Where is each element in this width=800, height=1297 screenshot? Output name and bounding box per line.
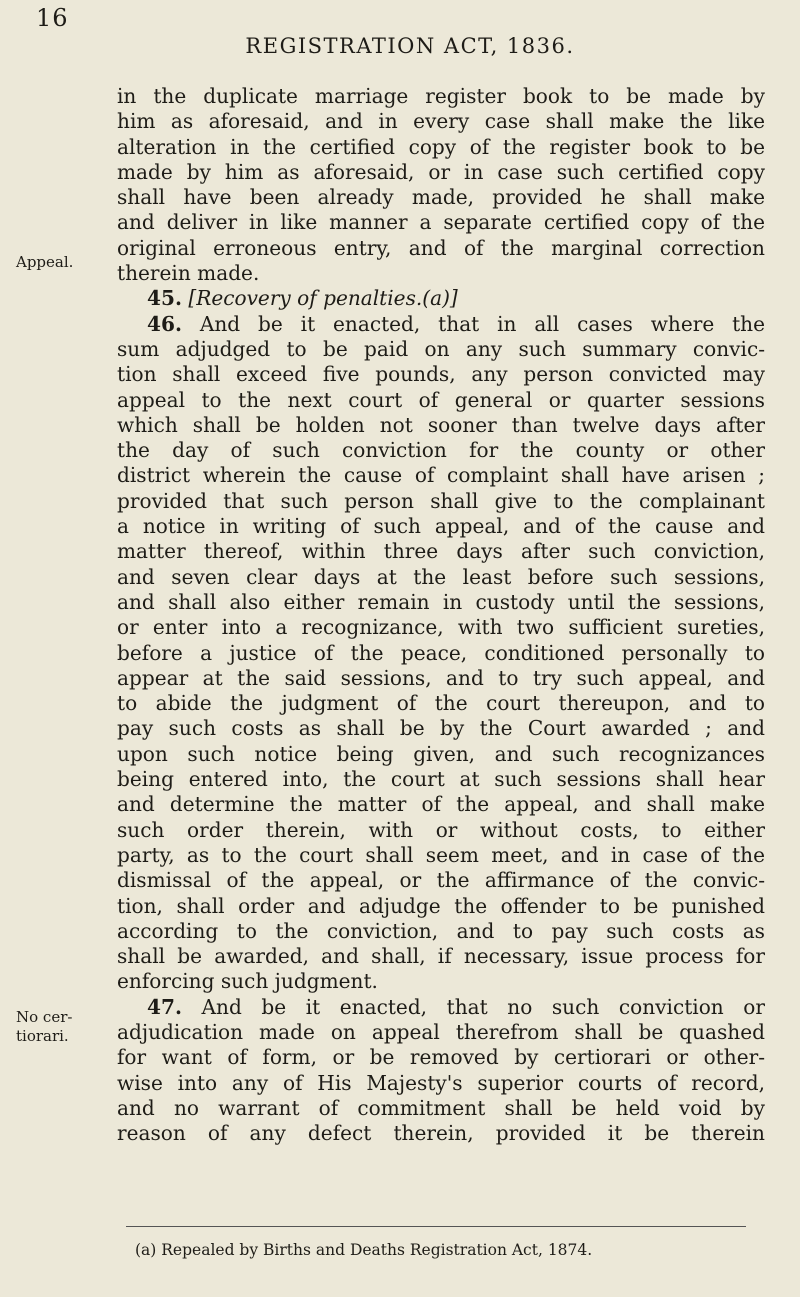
section-45-number: 45. xyxy=(147,286,182,311)
text-line: which shall be holden not sooner than twelve days after xyxy=(117,412,765,437)
text-line: And be it enacted, that in all cases where the xyxy=(199,311,765,336)
text-line: and shall also either remain in custody until the sessions, xyxy=(117,589,765,614)
text-line: provided that such person shall give to the complainant xyxy=(117,488,765,513)
text-line: party, as to the court shall seem meet, and in case of the xyxy=(117,842,765,867)
section-45-heading: [Recovery of penalties.(a)] xyxy=(188,286,458,311)
text-line: a notice in writing of such appeal, and of the cause and xyxy=(117,514,765,539)
text-line: and determine the matter of the appeal, and shall make xyxy=(117,792,765,817)
text-line: shall have been already made, provided he shall make xyxy=(117,185,765,210)
text-line: for want of form, or be removed by certiorari or other- xyxy=(117,1045,765,1070)
text-line: in the duplicate marriage register book to be made by xyxy=(117,84,765,108)
text-line: appear at the said sessions, and to try such appeal, and xyxy=(117,665,765,690)
text-line: and seven clear days at the least before such sessions, xyxy=(117,564,765,589)
text-line: being entered into, the court at such sessions shall hear xyxy=(117,767,765,792)
text-line: enforcing such judgment. xyxy=(117,969,378,994)
text-line: and deliver in like manner a separate certified copy of the xyxy=(117,210,765,235)
text-line: dismissal of the appeal, or the affirmance of the convic- xyxy=(117,868,765,893)
text-line: tion, shall order and adjudge the offender to be punished xyxy=(117,893,765,918)
text-line: wise into any of His Majesty's superior courts of record, xyxy=(117,1070,765,1095)
section-46-line xyxy=(117,312,765,337)
text-line: district wherein the cause of complaint shall have arisen ; xyxy=(117,463,765,488)
text-line: upon such notice being given, and such recognizances xyxy=(117,741,765,766)
text-line: matter thereof, within three days after such conviction, xyxy=(117,539,765,564)
text-line: And be it enacted, that no such conviction or xyxy=(201,994,765,1019)
running-title: REGISTRATION ACT, 1836. xyxy=(245,34,575,58)
footnote-divider xyxy=(126,1226,746,1227)
section-47-number: 47. xyxy=(147,994,182,1019)
text-line: made by him as aforesaid, or in case such certified copy xyxy=(117,159,765,184)
text-line: him as aforesaid, and in every case shall make the like xyxy=(117,109,765,134)
text-line: original erroneous entry, and of the marginal correction xyxy=(117,235,765,260)
text-line: such order therein, with or without costs, to either xyxy=(117,817,765,842)
body-text xyxy=(117,84,765,1146)
text-line: tion shall exceed five pounds, any person convicted may xyxy=(117,362,765,387)
section-47-line xyxy=(117,995,765,1020)
text-line: alteration in the certified copy of the register book to be xyxy=(117,134,765,159)
text-line: adjudication made on appeal therefrom shall be quashed xyxy=(117,1019,765,1044)
margin-note-no-certiorari-line1: No cer- xyxy=(16,1008,73,1026)
text-line: reason of any defect therein, provided it be therein xyxy=(117,1121,765,1146)
page-number: 16 xyxy=(36,4,69,32)
text-line: shall be awarded, and shall, if necessary, issue process for xyxy=(117,944,765,969)
text-line: and no warrant of commitment shall be held void by xyxy=(117,1095,765,1120)
text-line: according to the conviction, and to pay such costs as xyxy=(117,918,765,943)
text-line: before a justice of the peace, conditioned personally to xyxy=(117,640,765,665)
text-line: sum adjudged to be paid on any such summary convic- xyxy=(117,336,765,361)
text-line: therein made. xyxy=(117,261,260,286)
text-line: to abide the judgment of the court thereupon, and to xyxy=(117,691,765,716)
text-line: pay such costs as shall be by the Court awarded ; and xyxy=(117,716,765,741)
text-line: or enter into a recognizance, with two sufficient sureties, xyxy=(117,615,765,640)
section-45-line xyxy=(117,286,765,311)
margin-note-appeal: Appeal. xyxy=(16,253,74,271)
margin-note-no-certiorari-line2: tiorari. xyxy=(16,1027,69,1045)
text-line: appeal to the next court of general or quarter sessions xyxy=(117,387,765,412)
footnote: (a) Repealed by Births and Deaths Registration Act, 1874. xyxy=(135,1241,593,1259)
section-46-number: 46. xyxy=(147,311,182,336)
text-line: the day of such conviction for the county or other xyxy=(117,438,765,463)
